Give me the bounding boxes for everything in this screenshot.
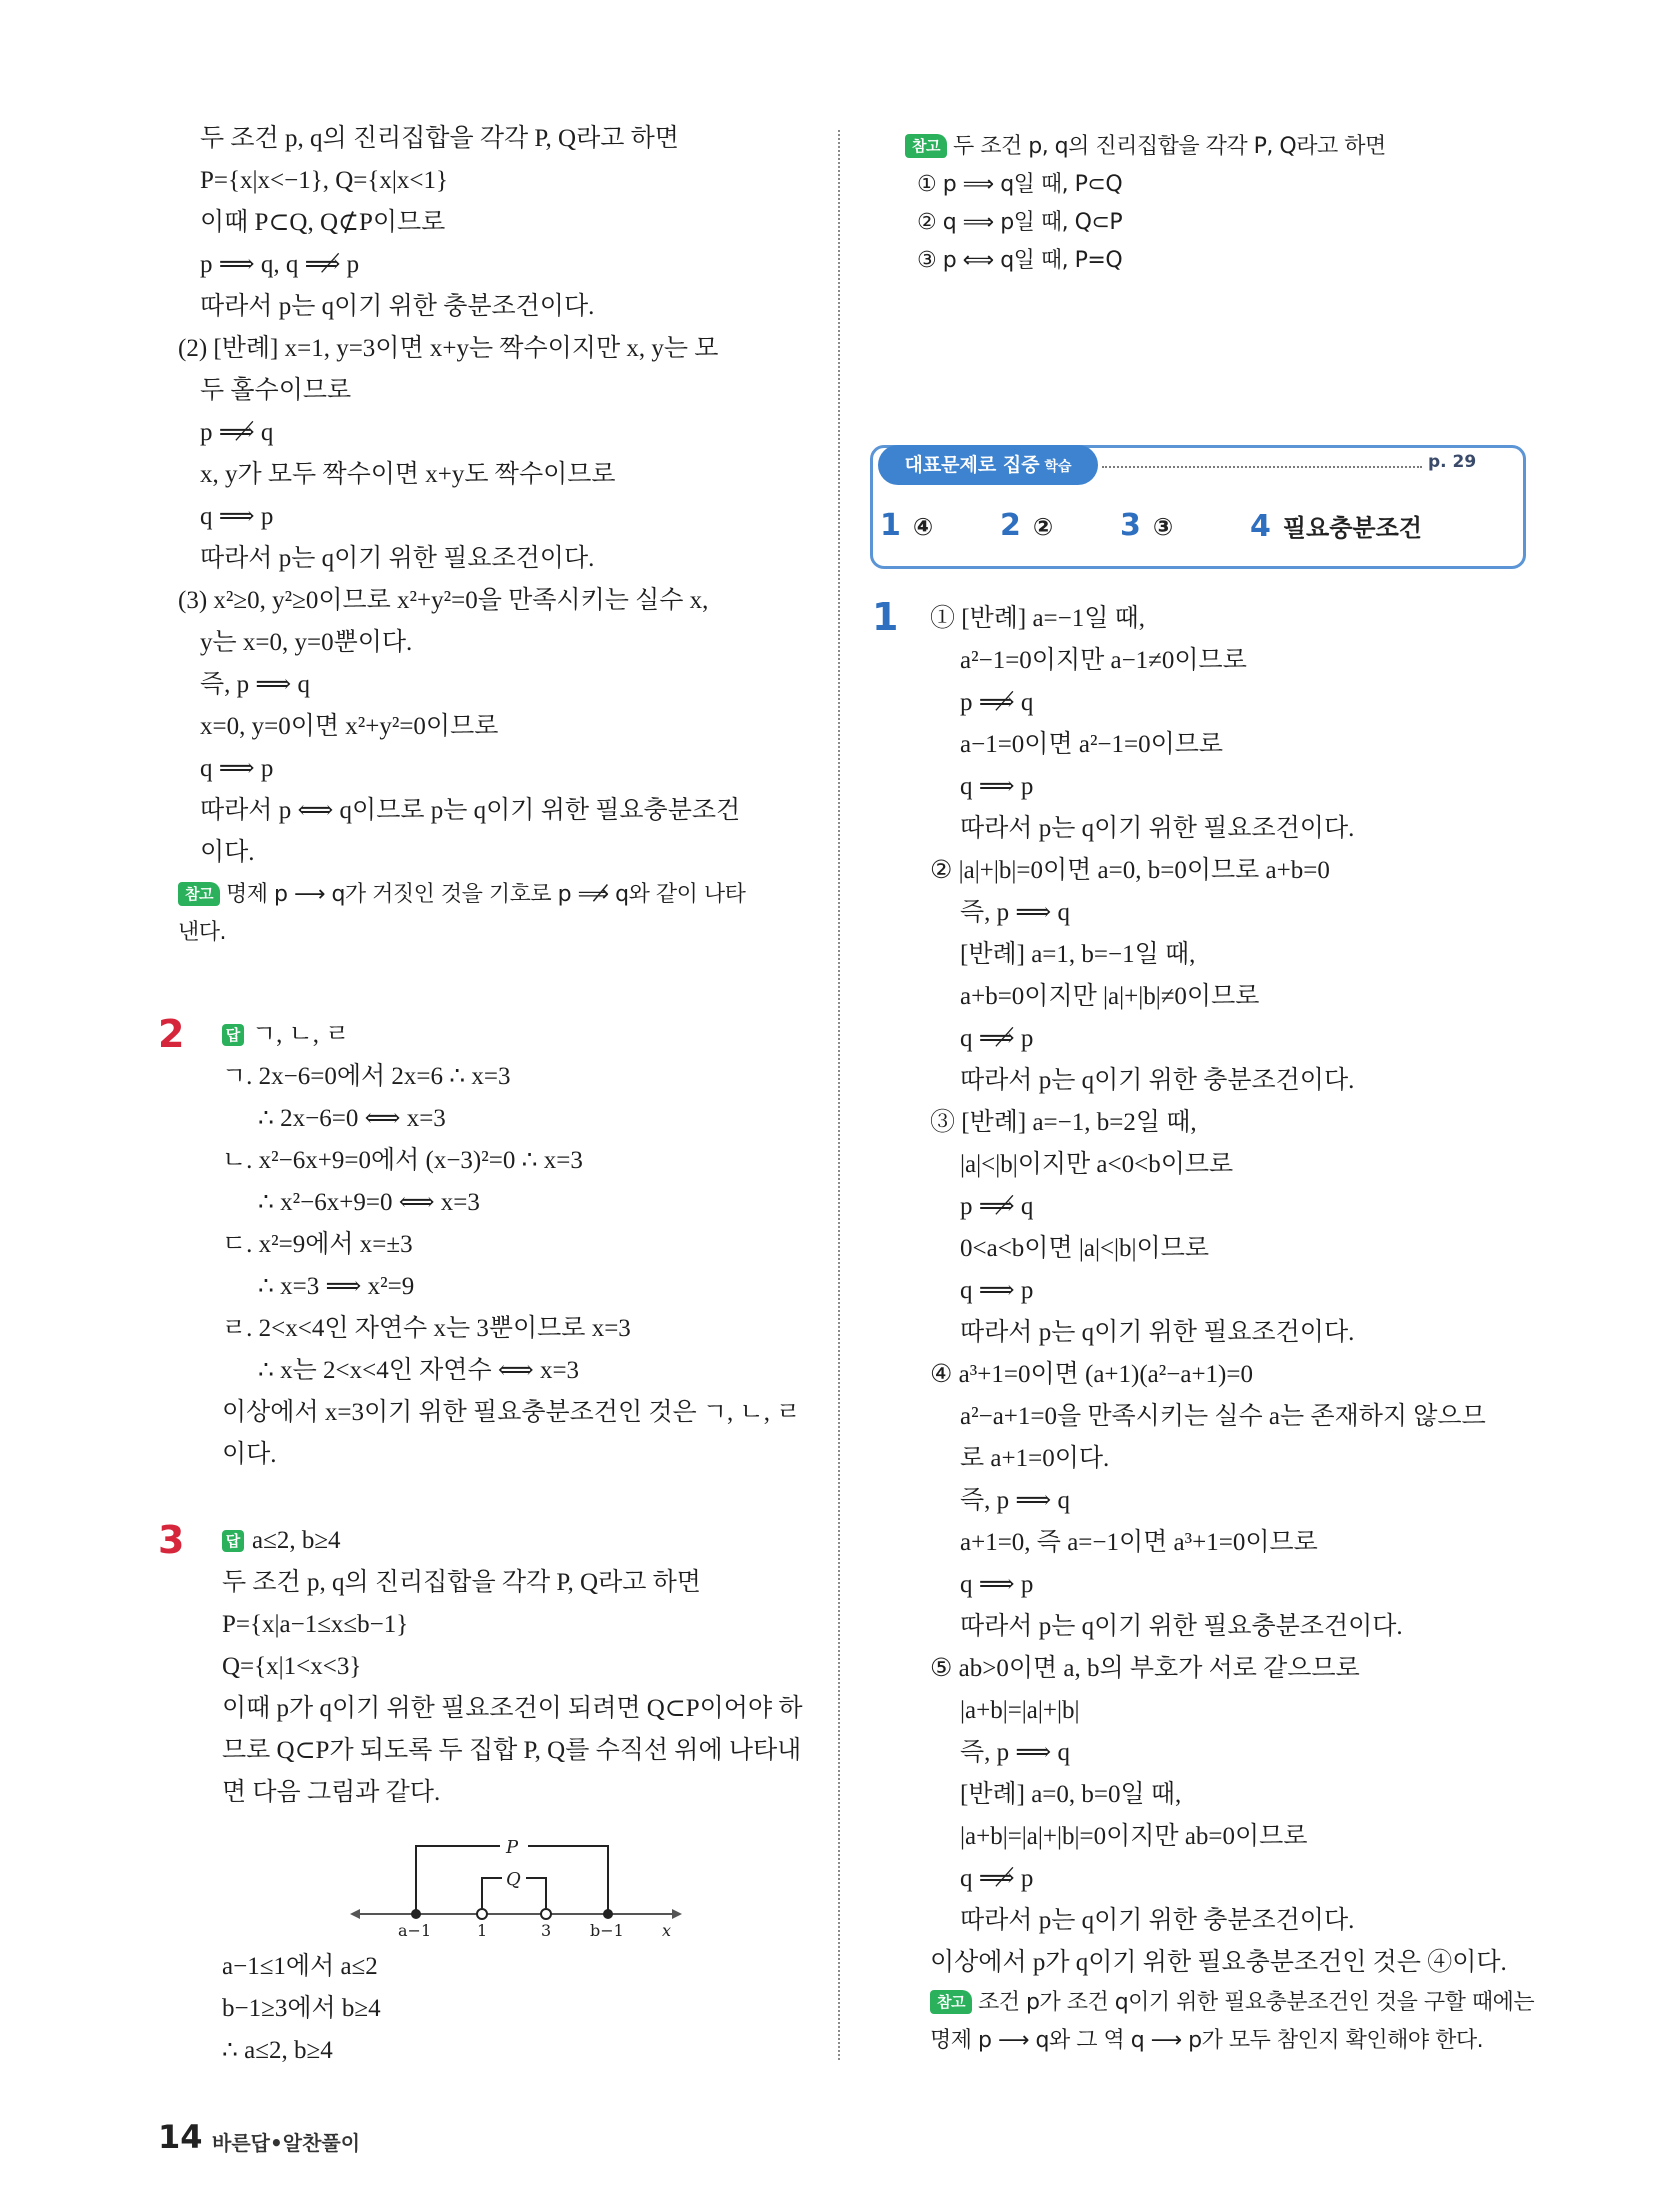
answer-number: 3 — [1120, 508, 1141, 543]
tick-label: 3 — [541, 1921, 552, 1940]
right-reference-note — [905, 128, 1525, 280]
title-text: 대표문제로 — [904, 454, 1003, 476]
text-line: 따라서 p는 q이기 위한 필요조건이다. — [200, 545, 595, 572]
text-line: q ⟹ p — [200, 755, 274, 782]
title-suffix: 학습 — [1039, 459, 1072, 475]
column-divider — [838, 130, 840, 2060]
text-line: a+b=0이지만 |a|+|b|≠0이므로 — [960, 983, 1260, 1010]
page-reference: p. 29 — [1428, 452, 1477, 472]
text-line: 면 다음 그림과 같다. — [222, 1779, 441, 1806]
axis-right-arrow — [672, 1909, 682, 1919]
text-line: 즉, p ⟹ q — [960, 899, 1070, 926]
answer-text: a≤2, b≥4 — [252, 1527, 341, 1554]
text-line: a+1=0, 즉 a=−1이면 a³+1=0이므로 — [960, 1529, 1318, 1556]
text-line: [반례] a=0, b=0일 때, — [960, 1781, 1182, 1808]
text-line: P={x|a−1≤x≤b−1} — [222, 1611, 409, 1638]
set-Q-label: Q — [506, 1869, 521, 1890]
set-P-label: P — [506, 1837, 519, 1858]
text-line: |a+b|=|a|+|b| — [960, 1697, 1080, 1724]
text-line: ∴ x²−6x+9=0 ⟺ x=3 — [258, 1189, 480, 1216]
note-text: 명제 p ⟶ q가 거짓인 것을 기호로 p ⟹̸ q와 같이 나타 — [225, 882, 746, 907]
answer-box-title — [878, 445, 1098, 485]
text-line: b−1≥3에서 b≥4 — [222, 1995, 381, 2022]
note-tag: 참고 — [930, 1990, 972, 2014]
text-line: 이다. — [222, 1441, 277, 1468]
text-line: a−1≤1에서 a≤2 — [222, 1953, 378, 1980]
text-line: p ⟹̸ q — [960, 1193, 1034, 1220]
answer-item — [1000, 508, 1053, 543]
answer-value: ④ — [912, 513, 934, 541]
tick-label: b−1 — [590, 1921, 624, 1940]
note-text: 낸다. — [178, 920, 226, 945]
text-line: ㄷ. x²=9에서 x=±3 — [222, 1231, 413, 1258]
question-2-solution — [222, 1014, 832, 1476]
answer-item — [1120, 508, 1173, 543]
note-line — [905, 128, 1525, 166]
text-line: q ⟹ p — [960, 773, 1034, 800]
text-line: 따라서 p는 q이기 위한 필요충분조건이다. — [960, 1613, 1403, 1640]
question-3-solution — [222, 1520, 832, 1814]
text-line: 따라서 p는 q이기 위한 충분조건이다. — [960, 1067, 1355, 1094]
answer-item — [880, 508, 933, 543]
text-line: x=0, y=0이면 x²+y²=0이므로 — [200, 713, 499, 740]
text-line: p ⟹̸ q — [200, 419, 274, 446]
question-number: 3 — [158, 1518, 185, 1562]
text-line: 이때 p가 q이기 위한 필요조건이 되려면 Q⊂P이어야 하 — [222, 1695, 803, 1722]
text-line: ④ a³+1=0이면 (a+1)(a²−a+1)=0 — [930, 1361, 1253, 1388]
text-line: q ⟹ p — [960, 1571, 1034, 1598]
answer-number: 2 — [1000, 508, 1021, 543]
text-line: 따라서 p는 q이기 위한 충분조건이다. — [200, 293, 595, 320]
text-line: P={x|x<−1}, Q={x|x<1} — [200, 167, 448, 194]
point-3 — [541, 1909, 551, 1919]
text-line: q ⟹̸ p — [960, 1025, 1034, 1052]
question-number: 1 — [872, 595, 899, 639]
text-line: |a|<|b|이지만 a<0<b이므로 — [960, 1151, 1234, 1178]
text-line: a²−a+1=0을 만족시키는 실수 a는 존재하지 않으므 — [960, 1403, 1486, 1430]
text-line: 두 조건 p, q의 진리집합을 각각 P, Q라고 하면 — [222, 1569, 701, 1596]
text-line: 따라서 p는 q이기 위한 필요조건이다. — [960, 1319, 1355, 1346]
text-line: 이때 P⊂Q, Q⊄P이므로 — [200, 209, 446, 236]
text-line: 즉, p ⟹ q — [960, 1739, 1070, 1766]
text-line: 므로 Q⊂P가 되도록 두 집합 P, Q를 수직선 위에 나타내 — [222, 1737, 802, 1764]
end-note-line — [930, 1984, 1535, 2022]
number-line-diagram — [350, 1830, 690, 1940]
point-a-minus-1 — [411, 1909, 421, 1919]
text-line: 이다. — [200, 839, 255, 866]
answer-tag: 답 — [222, 1024, 244, 1046]
text-line: 따라서 p ⟺ q이므로 p는 q이기 위한 필요충분조건 — [200, 797, 741, 824]
text-line: p ⟹̸ q — [960, 689, 1034, 716]
text-line: ㄴ. x²−6x+9=0에서 (x−3)²=0 ∴ x=3 — [222, 1147, 583, 1174]
page-number: 14 — [158, 2118, 203, 2156]
answer-value: ③ — [1152, 513, 1174, 541]
note-text: 두 조건 p, q의 진리집합을 각각 P, Q라고 하면 — [952, 134, 1386, 159]
text-line: y는 x=0, y=0뿐이다. — [200, 629, 413, 656]
text-line: 두 홀수이므로 — [200, 377, 352, 404]
axis-left-arrow — [350, 1909, 360, 1919]
text-line: ∴ x=3 ⟹ x²=9 — [258, 1273, 415, 1300]
text-line: q ⟹̸ p — [960, 1865, 1034, 1892]
answer-line — [222, 1014, 832, 1056]
text-line: x, y가 모두 짝수이면 x+y도 짝수이므로 — [200, 461, 616, 488]
answer-number: 1 — [880, 508, 901, 543]
text-line: ① [반례] a=−1일 때, — [930, 605, 1146, 632]
text-line: p ⟹ q, q ⟹̸ p — [200, 251, 360, 278]
text-line: 즉, p ⟹ q — [960, 1487, 1070, 1514]
question-number: 2 — [158, 1012, 185, 1056]
note-text: 명제 p ⟶ q와 그 역 q ⟶ p가 모두 참인지 확인해야 한다. — [930, 2028, 1484, 2053]
text-line: ② |a|+|b|=0이면 a=0, b=0이므로 a+b=0 — [930, 857, 1330, 884]
text-line: 로 a+1=0이다. — [960, 1445, 1110, 1472]
answer-number: 4 — [1250, 509, 1271, 544]
text-line: a−1=0이면 a²−1=0이므로 — [960, 731, 1224, 758]
text-line: Q={x|1<x<3} — [222, 1653, 362, 1680]
text-line: ∴ x는 2<x<4인 자연수 ⟺ x=3 — [258, 1357, 580, 1384]
text-line: q ⟹ p — [200, 503, 274, 530]
note-tag: 참고 — [905, 134, 947, 158]
dotted-leader — [1102, 466, 1422, 468]
point-b-minus-1 — [603, 1909, 613, 1919]
note-tag: 참고 — [178, 882, 220, 906]
text-line: 이상에서 x=3이기 위한 필요충분조건인 것은 ㄱ, ㄴ, ㄹ — [222, 1399, 801, 1426]
text-line: ③ [반례] a=−1, b=2일 때, — [930, 1109, 1197, 1136]
answer-tag: 답 — [222, 1530, 244, 1552]
text-line: |a+b|=|a|+|b|=0이지만 ab=0이므로 — [960, 1823, 1308, 1850]
answer-value: ② — [1032, 513, 1054, 541]
answer-line — [222, 1520, 832, 1562]
note-text: ① p ⟹ q일 때, P⊂Q — [917, 172, 1123, 197]
text-line: ㄹ. 2<x<4인 자연수 x는 3뿐이므로 x=3 — [222, 1315, 631, 1342]
right-question-1-solution — [930, 598, 1535, 2060]
text-line: (3) x²≥0, y²≥0이므로 x²+y²=0을 만족시키는 실수 x, — [178, 587, 709, 614]
text-line: 0<a<b이면 |a|<|b|이므로 — [960, 1235, 1210, 1262]
book-label: 바른답•알찬풀이 — [212, 2131, 361, 2155]
answer-item — [1250, 508, 1422, 544]
note-text: ② q ⟹ p일 때, Q⊂P — [917, 210, 1123, 235]
text-line: 두 조건 p, q의 진리집합을 각각 P, Q라고 하면 — [200, 125, 679, 152]
question-3-conclusion — [222, 1946, 832, 2072]
text-line: a²−1=0이지만 a−1≠0이므로 — [960, 647, 1247, 674]
text-line: 따라서 p는 q이기 위한 충분조건이다. — [960, 1907, 1355, 1934]
left-column — [178, 118, 820, 952]
point-1 — [477, 1909, 487, 1919]
text-line: ∴ a≤2, b≥4 — [222, 2037, 333, 2064]
tick-label: a−1 — [398, 1921, 432, 1940]
title-emphasis: 집중 — [1002, 454, 1040, 476]
text-line: ∴ 2x−6=0 ⟺ x=3 — [258, 1105, 446, 1132]
text-line: ⑤ ab>0이면 a, b의 부호가 서로 같으므로 — [930, 1655, 1360, 1682]
text-line: (2) [반례] x=1, y=3이면 x+y는 짝수이지만 x, y는 모 — [178, 335, 719, 362]
text-line: 즉, p ⟹ q — [200, 671, 310, 698]
note-text: 조건 p가 조건 q이기 위한 필요충분조건인 것을 구할 때에는 — [977, 1990, 1535, 2015]
text-line: q ⟹ p — [960, 1277, 1034, 1304]
reference-note — [178, 876, 820, 914]
text-line: 따라서 p는 q이기 위한 필요조건이다. — [960, 815, 1355, 842]
axis-label: x — [662, 1921, 672, 1940]
answer-text: ㄱ, ㄴ, ㄹ — [252, 1021, 350, 1048]
text-line: 이상에서 p가 q이기 위한 필요충분조건인 것은 ④이다. — [930, 1949, 1507, 1976]
text-line: ㄱ. 2x−6=0에서 2x=6 ∴ x=3 — [222, 1063, 511, 1090]
text-line: [반례] a=1, b=−1일 때, — [960, 941, 1196, 968]
note-text: ③ p ⟺ q일 때, P=Q — [917, 248, 1123, 273]
answer-value: 필요충분조건 — [1282, 514, 1422, 542]
tick-label: 1 — [477, 1921, 488, 1940]
